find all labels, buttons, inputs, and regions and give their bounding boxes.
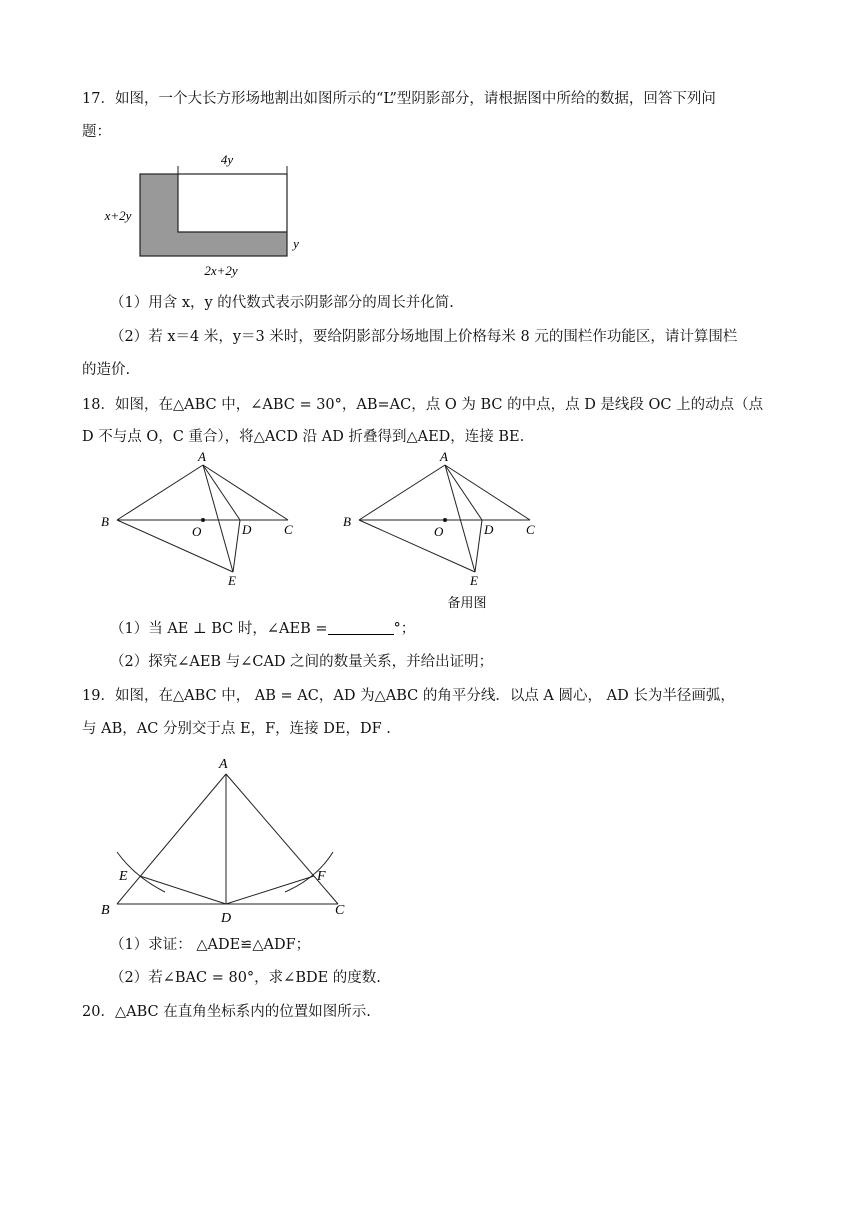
q18-figure-spare	[343, 450, 535, 610]
q18-line-1: 18．如图，在△ABC 中，∠ABC = 30°，AB=AC，点 O 为 BC 的中点，点 D 是线段 OC 上的动点（点	[82, 397, 764, 413]
q19-line-1: 19．如图，在△ABC 中， AB = AC，AD 为△ABC 的角平分线．以点 A 圆心， AD 长为半径画弧，	[82, 688, 735, 704]
label-B: B	[101, 903, 110, 918]
q18-part-1-unit: °；	[393, 621, 416, 637]
label-O: O	[434, 524, 444, 539]
q18-figures	[95, 450, 565, 615]
q19-figure	[95, 752, 365, 930]
label-C: C	[284, 522, 293, 537]
label-D: D	[484, 522, 494, 537]
spare-figure-caption: 备用图	[447, 595, 487, 610]
label-A: A	[198, 450, 206, 464]
q17-part-2b: 的造价.	[82, 362, 131, 378]
q18-part-1	[110, 619, 415, 639]
q17-part-1: （1）用含 x，y 的代数式表示阴影部分的周长并化简.	[110, 295, 454, 311]
q17-line-2: 题：	[82, 124, 111, 140]
label-B: B	[101, 514, 109, 529]
answer-blank[interactable]	[328, 620, 394, 635]
q19-line-2: 与 AB，AC 分别交于点 E，F，连接 DE，DF .	[82, 721, 391, 737]
label-bottom: 2x+2y	[204, 263, 238, 278]
q17-part-2a: （2）若 x＝4 米，y＝3 米时，要给阴影部分场地围上价格每米 8 元的围栏作功能区，请计算围栏	[110, 329, 738, 345]
label-right: y	[293, 236, 299, 251]
q18-part-2: （2）探究∠AEB 与∠CAD 之间的数量关系，并给出证明；	[110, 654, 494, 670]
label-E: E	[470, 573, 478, 588]
q18-figure-main	[101, 450, 293, 588]
q19-part-1: （1）求证： △ADE≌△ADF；	[110, 937, 311, 953]
label-C: C	[526, 522, 535, 537]
label-A: A	[440, 450, 448, 464]
q19-part-2: （2）若∠BAC = 80°，求∠BDE 的度数.	[110, 970, 381, 986]
label-B: B	[343, 514, 351, 529]
label-D: D	[242, 522, 252, 537]
q18-part-1-text: （1）当 AE ⊥ BC 时，∠AEB =	[110, 621, 328, 637]
q18-line-2: D 不与点 O，C 重合），将△ACD 沿 AD 折叠得到△AED，连接 BE.	[82, 429, 525, 445]
q17-figure	[95, 148, 315, 280]
label-O: O	[192, 524, 202, 539]
label-A: A	[219, 757, 228, 772]
q17-line-1: 17．如图，一个大长方形场地割出如图所示的“L”型阴影部分，请根据图中所给的数据，回答下列问	[82, 91, 716, 107]
label-D: D	[221, 911, 232, 926]
label-E: E	[228, 573, 236, 588]
label-F: F	[317, 869, 326, 884]
label-top: 4y	[220, 152, 234, 167]
label-C: C	[335, 903, 345, 918]
q20-line-1: 20．△ABC 在直角坐标系内的位置如图所示.	[82, 1004, 371, 1020]
label-left: x+2y	[104, 208, 132, 223]
label-E: E	[119, 869, 128, 884]
